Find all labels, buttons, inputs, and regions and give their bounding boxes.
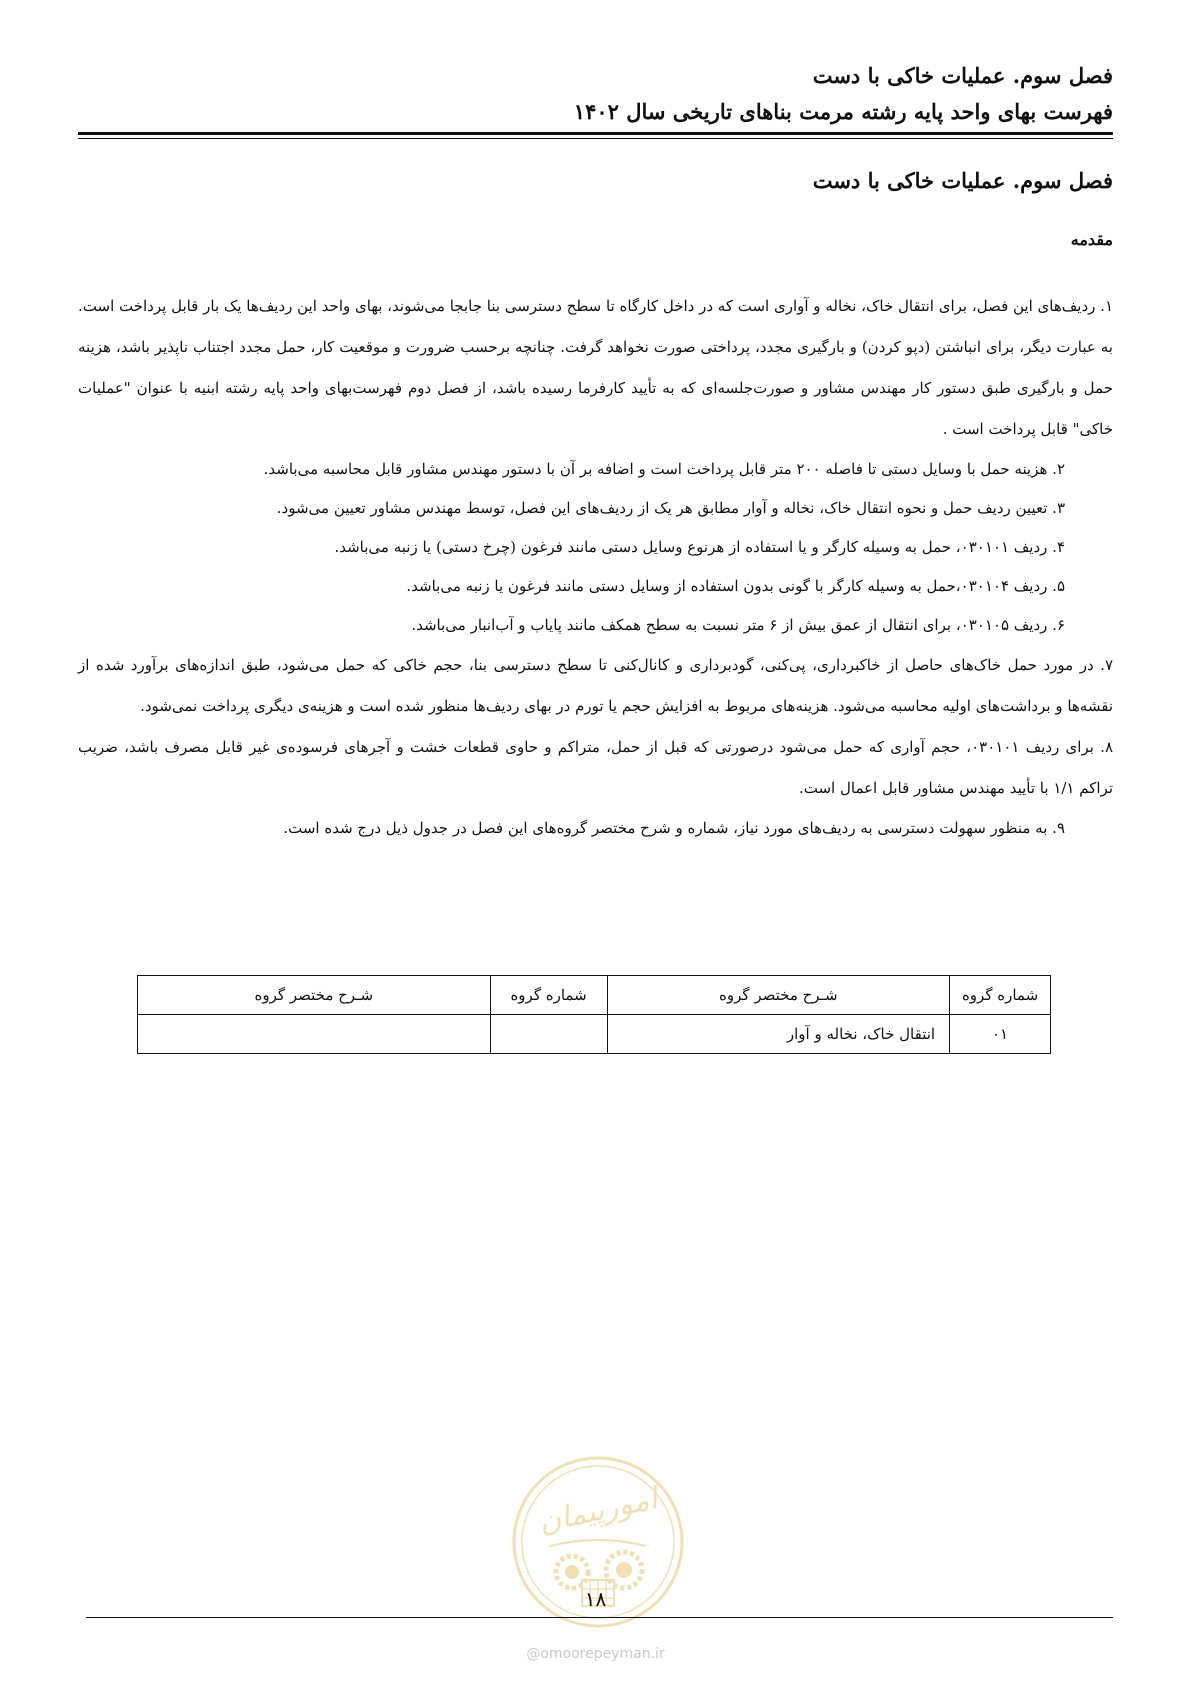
table-row [138,1015,1051,1054]
list-item-8: ۸. برای ردیف ۰۳۰۱۰۱، حجم آواری که حمل می‌شود درصورتی که قبل از حمل، متراکم و حاوی قطعات خشت و آجرهای فرسوده‌ی غیر قابل مصرف باشد، ضریب تراکم ۱/۱ با تأیید مهندس مشاور قابل اعمال است. [78,738,1113,797]
table-cell-group-number: ۰۱ [950,1015,1051,1054]
section-heading-introduction: مقدمه [1070,230,1113,249]
running-header [78,58,1113,130]
header-document-title: فهرست بهای واحد پایه رشته مرمت بناهای تاریخی سال ۱۴۰۲ [573,99,1113,124]
table-header-cell: شـرح مختصر گروه [607,976,950,1015]
list-item-2: ۲. هزینه حمل با وسایل دستی تا فاصله ۲۰۰ متر قابل پرداخت است و اضافه بر آن با دستور مهندس مشاور قابل محاسبه می‌باشد. [263,460,1065,478]
table-cell-group-description [138,1015,491,1054]
footer-url: @omoorepeyman.ir [526,1646,665,1662]
table-cell-group-description: انتقال خاک، نخاله و آوار [607,1015,950,1054]
introduction-list [78,286,1113,848]
table-header-row [138,976,1051,1015]
list-item-3: ۳. تعیین ردیف حمل و نحوه انتقال خاک، نخاله و آوار مطابق هر یک از ردیف‌های این فصل، توسط مهندس مشاور تعیین می‌شود. [276,499,1065,517]
table-header-cell: شماره گروه [490,976,607,1015]
table-header-cell: شماره گروه [950,976,1051,1015]
header-rule-thin [78,138,1113,139]
list-item-7: ۷. در مورد حمل خاک‌های حاصل از خاکبرداری، پی‌کنی، گودبرداری و کانال‌کنی تا سطح دسترسی بنا، حجم خاکی که حمل می‌شود، طبق اندازه‌های برآورد شده از نقشه‌ها و برداشت‌های اولیه محاسبه می‌شود. هزینه‌های مربوط به افزایش حجم یا تورم در بهای ردیف‌ها منظور شده است و هزینه‌ی دیگری پرداخت نمی‌شود. [78,656,1113,715]
watermark-lettering: امورپیمان [535,1481,661,1541]
group-table [137,975,1051,1054]
list-item-5: ۵. ردیف ۰۳۰۱۰۴،حمل به وسیله کارگر با گونی بدون استفاده از وسایل دستی مانند فرغون یا زنبه می‌باشد. [406,577,1065,595]
list-item-6: ۶. ردیف ۰۳۰۱۰۵، برای انتقال از عمق بیش از ۶ متر نسبت به سطح همکف مانند پایاب و آب‌انبار می‌باشد. [411,616,1065,634]
chapter-title: فصل سوم. عملیات خاکی با دست [812,168,1113,193]
list-item-9: ۹. به منظور سهولت دسترسی به ردیف‌های مورد نیاز، شماره و شرح مختصر گروه‌های این فصل در جدول ذیل درج شده است. [283,819,1065,837]
footer-rule [86,1617,1113,1618]
page-number: ۱۸ [584,1587,607,1611]
table-header-cell: شـرح مختصر گروه [138,976,491,1015]
header-rule-thick [78,132,1113,135]
list-item-4: ۴. ردیف ۰۳۰۱۰۱، حمل به وسیله کارگر و یا استفاده از هرنوع وسایل دستی مانند فرغون (چرخ دستی) یا زنبه می‌باشد. [334,538,1065,556]
header-chapter: فصل سوم. عملیات خاکی با دست [812,63,1113,88]
table-cell-group-number [490,1015,607,1054]
list-item-1: ۱. ردیف‌های این فصل، برای انتقال خاک، نخاله و آواری است که در داخل کارگاه تا سطح دسترسی بنا جابجا می‌شوند، بهای واحد این ردیف‌ها یک بار قابل پرداخت است. به عبارت دیگر، برای انباشتن (دپو کردن) و بارگیری مجدد، پرداختی صورت نخواهد گرفت. چنانچه برحسب ضرورت و موقعیت کار، حمل مجدد اجتناب ناپذیر باشد، هزینه حمل و بارگیری طبق دستور کار مهندس مشاور و صورت‌جلسه‌ای که به تأیید کارفرما رسیده باشد، از فصل دوم فهرست‌بهای واحد پایه رشته ابنیه با عنوان "عملیات خاکی" قابل پرداخت است . [78,297,1113,438]
